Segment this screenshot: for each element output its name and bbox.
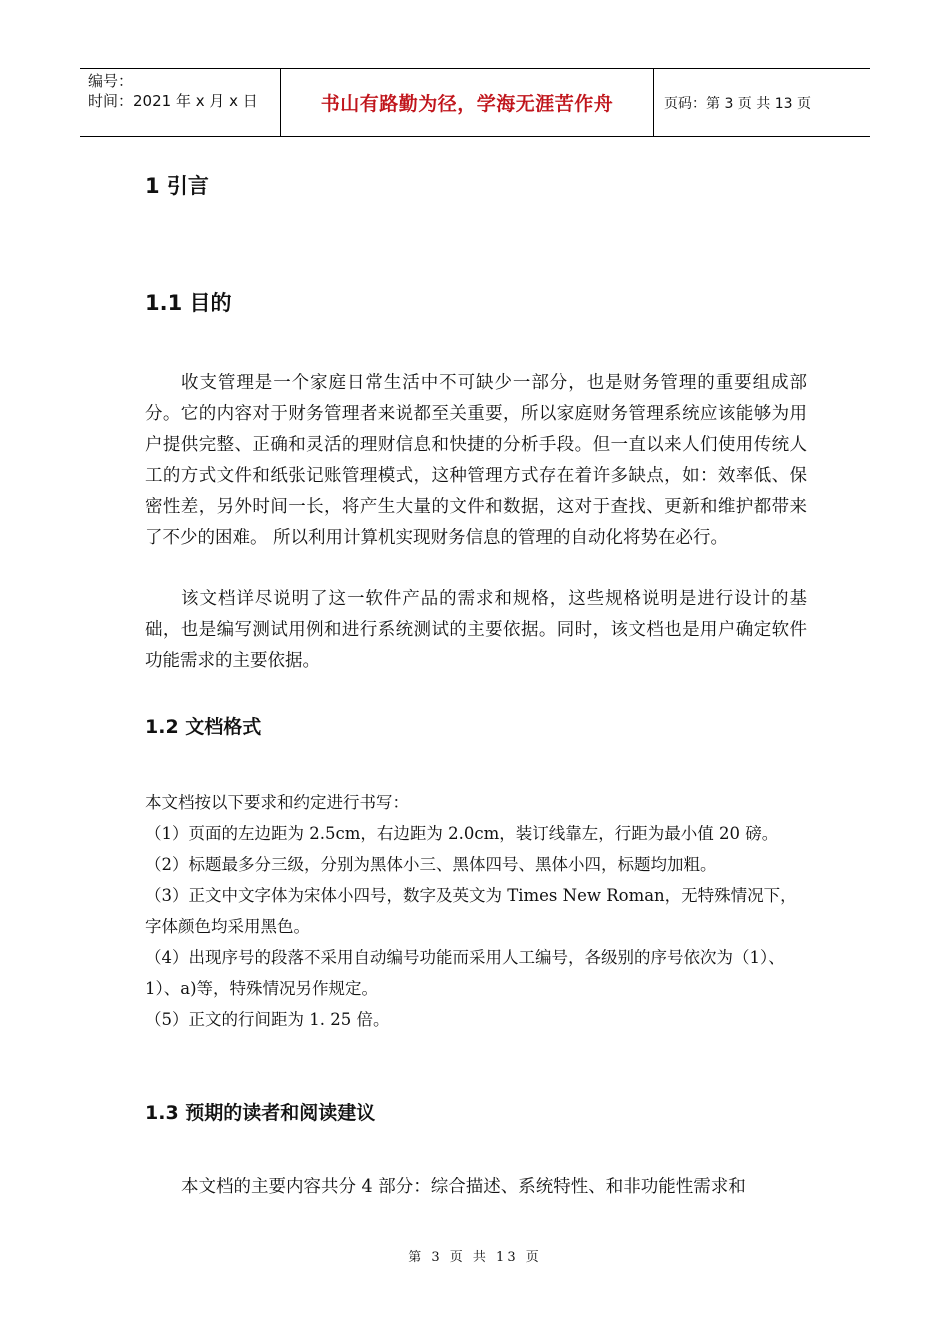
format-item-5: （5）正文的行间距为 1. 25 倍。 bbox=[145, 1010, 390, 1029]
readers-paragraph: 本文档的主要内容共分 4 部分：综合描述、系统特性、和非功能性需求和 bbox=[181, 1177, 746, 1197]
purpose-paragraph-2: 该文档详尽说明了这一软件产品的需求和规格，这些规格说明是进行设计的基础，也是编写测试用例和进行系统测试的主要依据。同时，该文档也是用户确定软件功能需求的主要依据。 bbox=[145, 589, 807, 671]
page-header bbox=[80, 68, 870, 137]
format-item-1: （1）页面的左边距为 2.5cm，右边距为 2.0cm，装订线靠左，行距为最小值 20 磅。 bbox=[145, 824, 779, 843]
page-footer: 第 3 页 共 13 页 bbox=[408, 1250, 542, 1265]
section-1-2-title: 1.2 文档格式 bbox=[145, 716, 262, 738]
purpose-paragraph-1: 收支管理是一个家庭日常生活中不可缺少一部分，也是财务管理的重要组成部分。它的内容对于财务管理者来说都至关重要，所以家庭财务管理系统应该能够为用户提供完整、正确和灵活的理财信息和快捷的分析手段。但一直以来人们使用传统人工的方式文件和纸张记账管理模式，这种管理方式存在着许多缺点，如：效率低、保密性差，另外时间一长，将产生大量的文件和数据，这对于查找、更新和维护都带来了不少的困难。 所以利用计算机实现财务信息的管理的自动化将势在必行。 bbox=[145, 373, 807, 548]
header-page-info: 页码：第 3 页 共 13 页 bbox=[664, 95, 811, 112]
header-motto: 书山有路勤为径，学海无涯苦作舟 bbox=[281, 69, 654, 136]
section-1-3-title: 1.3 预期的读者和阅读建议 bbox=[145, 1102, 376, 1124]
format-item-4: （4）出现序号的段落不采用自动编号功能而采用人工编号，各级别的序号依次为（1）、1）、a)等，特殊情况另作规定。 bbox=[145, 948, 785, 998]
section-1-title: 1 引言 bbox=[145, 174, 209, 198]
format-item-2: （2）标题最多分三级，分别为黑体小三、黑体四号、黑体小四，标题均加粗。 bbox=[145, 855, 717, 874]
doc-date-label: 时间：2021 年 x 月 x 日 bbox=[88, 92, 258, 110]
doc-number-label: 编号： bbox=[88, 72, 134, 90]
format-intro: 本文档按以下要求和约定进行书写： bbox=[145, 793, 409, 812]
section-1-1-title: 1.1 目的 bbox=[145, 291, 232, 315]
format-list bbox=[145, 787, 807, 1035]
format-item-3: （3）正文中文字体为宋体小四号，数字及英文为 Times New Roman，无特殊情况下，字体颜色均采用黑色。 bbox=[145, 886, 797, 936]
header-left-cell bbox=[80, 69, 281, 136]
